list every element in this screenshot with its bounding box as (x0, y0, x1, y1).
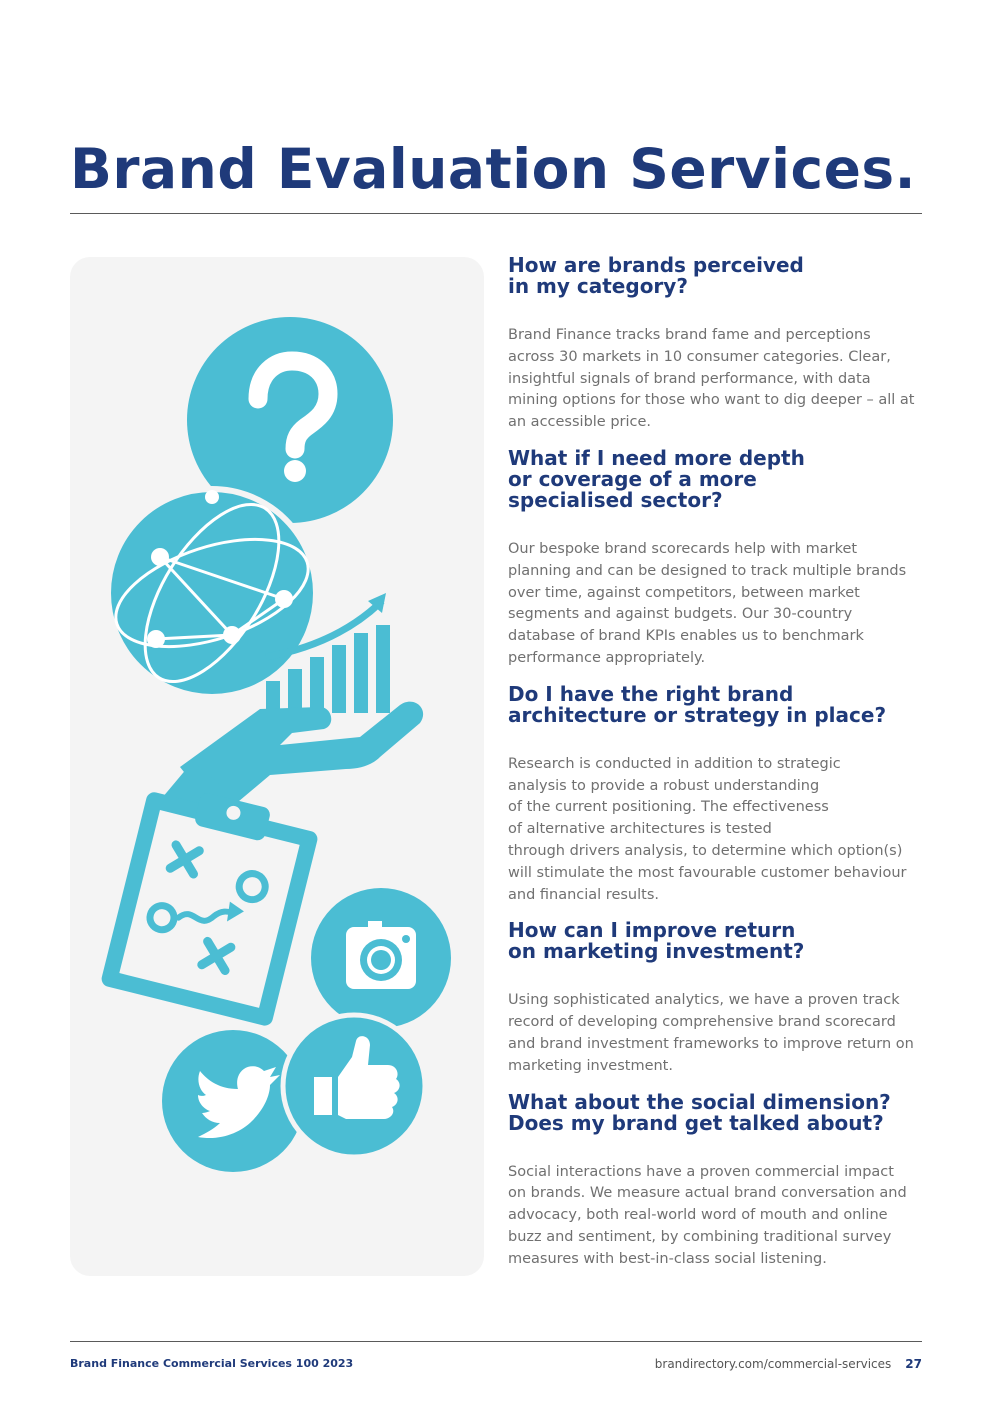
footer-publication: Brand Finance Commercial Services 100 2023 (70, 1357, 354, 1370)
qa-section (508, 681, 924, 907)
camera-icon (311, 888, 451, 1028)
title-divider (70, 213, 922, 214)
strategy-clipboard-icon (100, 779, 322, 1027)
footer-divider (70, 1341, 922, 1342)
qa-section (508, 920, 924, 1077)
footer-right (655, 1357, 922, 1371)
page-number: 27 (905, 1357, 922, 1371)
section-heading: How are brands perceived in my category? (508, 253, 804, 298)
section-heading: What if I need more depth or coverage of a more specialised sector? (508, 445, 805, 512)
section-body: Social interactions have a proven commercial impact on brands. We measure actual brand conversation and advocacy, both real-world word of mouth and online buzz and sentiment, by combining traditional survey measures with best-in-class social listening. (508, 1163, 907, 1267)
section-body: Research is conducted in addition to strategic analysis to provide a robust understanding of the current positioning. The effectiveness of alternative architectures is tested through drivers analysis, to determine which option(s) will stimulate the most favourable customer behaviour and financial results. (508, 755, 907, 903)
thumbs-up-icon (283, 1015, 425, 1157)
content-column (508, 255, 924, 1285)
section-heading: How can I improve return on marketing investment? (508, 918, 805, 964)
section-body: Our bespoke brand scorecards help with market planning and can be designed to track multiple brands over time, against competitors, between market segments and against budgets. Our 30-country database of brand KPIs enables us to benchmark performance appropriately. (508, 540, 907, 666)
section-body: Using sophisticated analytics, we have a proven track record of developing comprehensive brand scorecard and brand investment frameworks to improve return on marketing investment. (508, 992, 914, 1074)
section-heading: Do I have the right brand architecture or strategy in place? (508, 681, 887, 727)
illustration-panel (70, 257, 484, 1276)
footer-url[interactable]: brandirectory.com/commercial-services (654, 1357, 892, 1371)
qa-section (508, 255, 924, 434)
section-heading: What about the social dimension? Does my brand get talked about? (508, 1089, 891, 1135)
qa-section (508, 445, 924, 670)
section-body: Brand Finance tracks brand fame and perceptions across 30 markets in 10 consumer categories. Clear, insightful signals of brand performance, with data mining options for those who want to dig deeper – all at an accessible price. (508, 327, 915, 431)
page-title: Brand Evaluation Services. (70, 137, 917, 201)
qa-section (508, 1089, 924, 1271)
illustration (70, 257, 484, 1276)
